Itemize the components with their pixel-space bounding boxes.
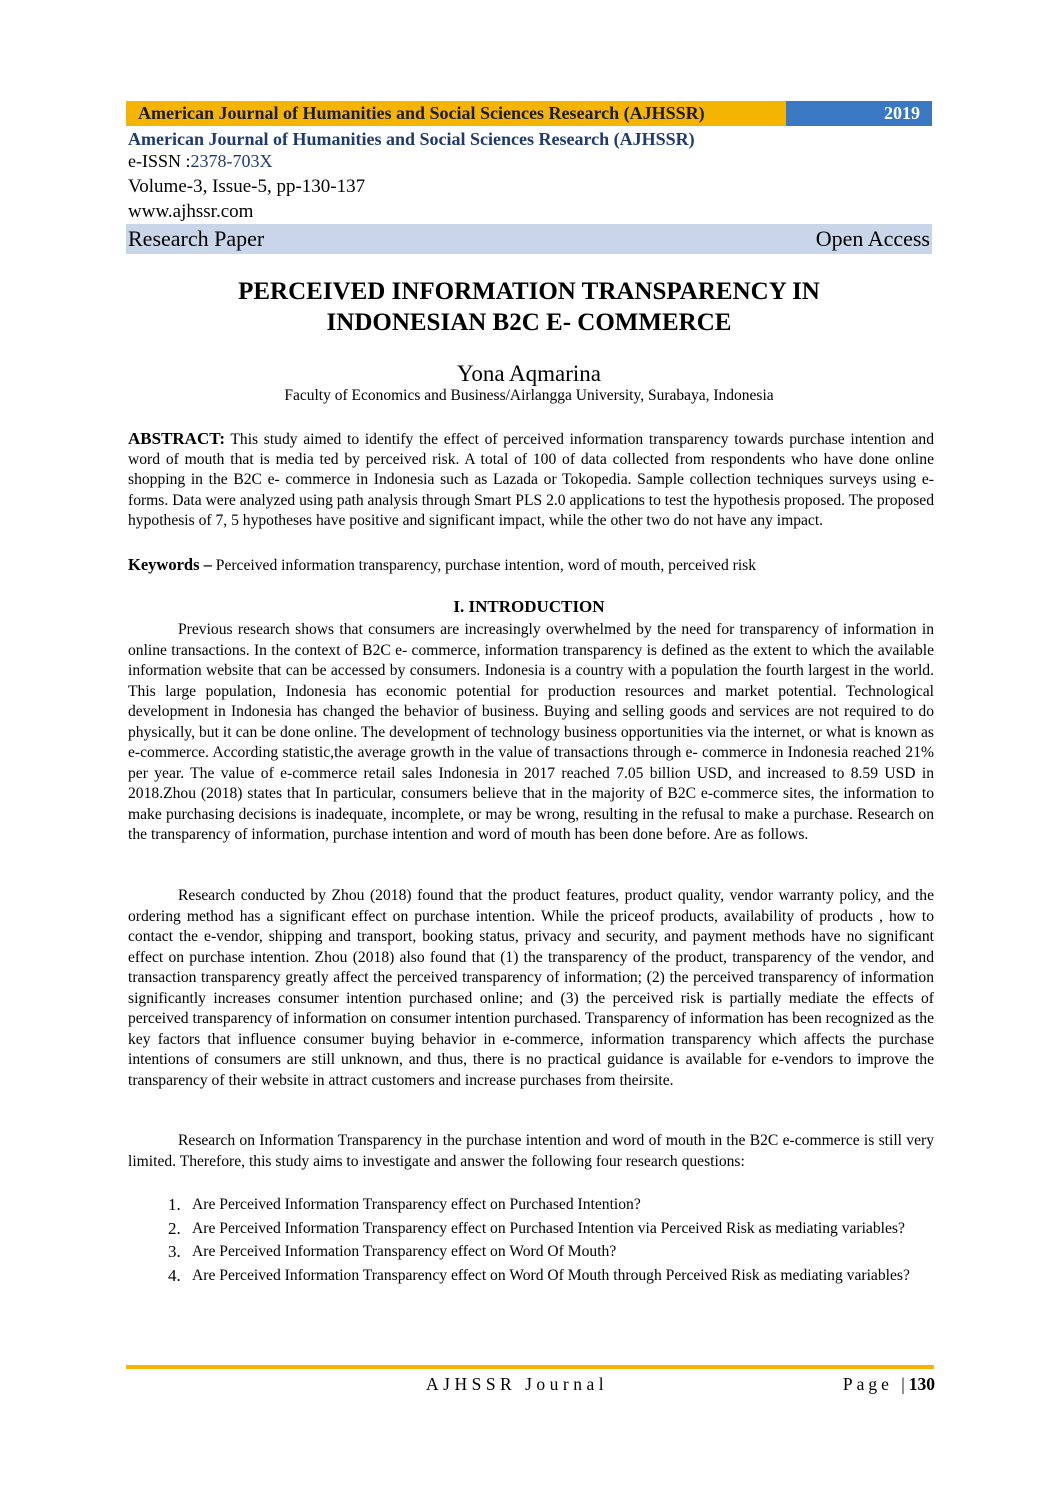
list-item-text: Are Perceived Information Transparency effect on Purchased Intention via Perceived Risk as mediating variables? [192, 1219, 905, 1237]
intro-paragraph-2: Research conducted by Zhou (2018) found that the product features, product quality, vendor warranty policy, and the ordering method has a significant effect on purchase intention. While the priceof products, availability of products , how to contact the e-vendor, shipping and transport, booking status, privacy and security, and payment methods have no significant effect on purchase intention. Zhou (2018) also found that (1) the transparency of the product, transparency of the vendor, and transaction transparency greatly affect the perceived transparency of information; (2) the perceived transparency of information significantly increases consumer intention purchased online; and (3) the perceived risk is partially mediate the effects of perceived transparency of information on consumer intention purchased. Transparency of information has been recognized as the key factors that influence consumer buying behavior in e-commerce, information transparency which affects the purchase intentions of consumers are still unknown, and thus, there is no practical guidance is available for e-vendors to improve the transparency of their website in attract customers and increase purchases from theirsite. [128, 887, 934, 1089]
keywords [128, 555, 934, 576]
issn-line [128, 151, 273, 172]
journal-name: American Journal of Humanities and Social Sciences Research (AJHSSR) [128, 129, 695, 149]
footer-page-number: 130 [908, 1374, 935, 1394]
paper-title [126, 276, 932, 338]
journal-url: www.ajhssr.com [128, 201, 254, 222]
author-affiliation: Faculty of Economics and Business/Airlangga University, Surabaya, Indonesia [284, 387, 774, 404]
paper-title-line-1: PERCEIVED INFORMATION TRANSPARENCY IN [238, 278, 820, 305]
section-heading-introduction: I. INTRODUCTION [453, 597, 605, 616]
list-item-text: Are Perceived Information Transparency effect on Purchased Intention? [192, 1196, 641, 1213]
intro-paragraph-1: Previous research shows that consumers are increasingly overwhelmed by the need for transparency of information in online transactions. In the context of B2C e- commerce, information transparency is defined as the extent to which the available information website that can be accessed by consumers. Indonesia is a country with a population the fourth largest in the world. This large population, Indonesia has economic potential for production resources and market potential. Technological development in Indonesia has changed the behavior of business. Buying and selling goods and services are not required to do physically, but it can be done online. The development of technology business opportunities via the internet, or what is known as e-commerce. According statistic,the average growth in the value of transactions through e- commerce in Indonesia reached 21% per year. The value of e-commerce retail sales Indonesia in 2017 reached 7.05 billion USD, and increased to 8.59 USD in 2018.Zhou (2018) states that In particular, consumers believe that in the majority of B2C e-commerce sites, the information to make purchasing decisions is inadequate, incomplete, or may be wrong, resulting in the refusal to make a purchase. Research on the transparency of information, purchase intention and word of mouth has been done before. Are as follows. [128, 621, 934, 843]
keywords-text: Perceived information transparency, purchase intention, word of mouth, perceived risk [211, 557, 757, 574]
list-item-number: 1. [168, 1195, 181, 1214]
list-item-number: 3. [168, 1242, 181, 1261]
intro-paragraph-3: Research on Information Transparency in the purchase intention and word of mouth in the B2C e-commerce is still very limited. Therefore, this study aims to investigate and answer the following four research questions: [128, 1132, 934, 1170]
list-item-number: 4. [168, 1265, 181, 1285]
footer-page-label: Page | [842, 1374, 909, 1394]
issn-label: e-ISSN : [128, 151, 191, 171]
footer-journal: AJHSSR Journal [426, 1374, 609, 1394]
footer-page [843, 1374, 935, 1395]
list-item-text: Are Perceived Information Transparency effect on Word Of Mouth? [192, 1243, 617, 1260]
volume-line: Volume-3, Issue-5, pp-130-137 [128, 176, 366, 197]
list-item [128, 1266, 934, 1287]
footer-rule [126, 1365, 934, 1369]
abstract-text: This study aimed to identify the effect of perceived information transparency towards purchase intention and word of mouth that is media ted by perceived risk. A total of 100 of data collected from respondents who have done online shopping in the B2C e- commerce in Indonesia such as Lazada or Tokopedia. Sample collection techniques surveys using e-forms. Data were analyzed using path analysis through Smart PLS 2.0 applications to test the hypothesis proposed. The proposed hypothesis of 7, 5 hypotheses have positive and significant impact, while the other two do not have any impact. [128, 431, 934, 529]
access-type: Open Access [815, 226, 930, 251]
paper-type-bar [126, 224, 932, 254]
abstract-label: ABSTRACT: [128, 429, 225, 448]
author-name: Yona Aqmarina [457, 361, 601, 386]
running-header [126, 101, 932, 126]
keywords-label: Keywords – [128, 555, 212, 574]
research-questions-list [128, 1195, 934, 1289]
list-item-text: Are Perceived Information Transparency effect on Word Of Mouth through Perceived Risk as mediating variables? [192, 1266, 910, 1284]
running-header-year: 2019 [786, 101, 932, 126]
list-item [128, 1242, 934, 1263]
paper-title-line-2: INDONESIAN B2C E- COMMERCE [326, 309, 732, 336]
abstract [128, 429, 934, 531]
list-item-number: 2. [168, 1218, 181, 1238]
list-item [128, 1195, 934, 1216]
list-item [128, 1219, 934, 1240]
running-header-journal: American Journal of Humanities and Social Sciences Research (AJHSSR) [126, 101, 786, 126]
issn-value: 2378-703X [190, 151, 273, 171]
paper-type: Research Paper [128, 226, 265, 251]
